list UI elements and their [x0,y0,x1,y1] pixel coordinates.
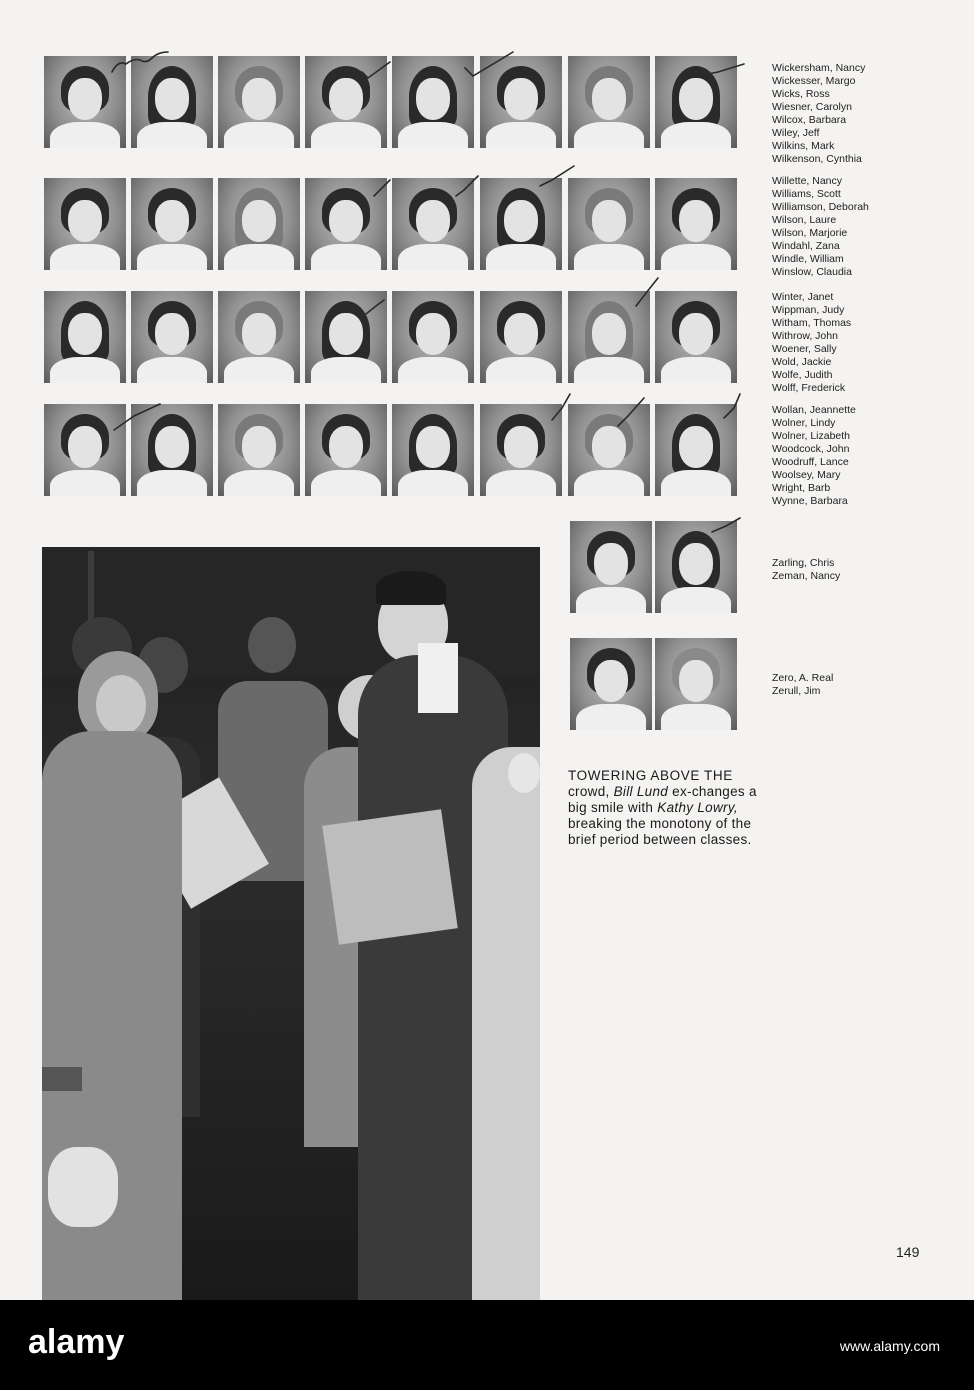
student-name: Wolner, Lizabeth [772,430,851,442]
student-name: Wiesner, Carolyn [772,101,852,113]
student-name: Wolfe, Judith [772,369,833,381]
student-name: Wright, Barb [772,482,831,494]
student-name: Witham, Thomas [772,317,852,329]
student-name: Wolner, Lindy [772,417,836,429]
student-name: Willette, Nancy [772,175,843,187]
candid-hallway-photo [42,547,540,1300]
student-name: Woener, Sally [772,343,837,355]
handwritten-checkmarks [0,0,974,560]
photo-caption [568,768,758,848]
student-name: Woolsey, Mary [772,469,841,481]
watermark-bar [0,1300,974,1390]
caption-text: breaking the monotony of the brief period between classes. [568,816,752,847]
student-name: Woodcock, John [772,443,850,455]
student-name: Williamson, Deborah [772,201,869,213]
student-name: Windle, William [772,253,844,265]
student-name: Wollan, Jeannette [772,404,856,416]
name-list-row-6 [772,672,833,698]
student-name: Winslow, Claudia [772,266,852,278]
page-number: 149 [896,1244,920,1260]
caption-text: crowd, [568,784,614,799]
student-name: Wickesser, Margo [772,75,856,87]
student-name: Zerull, Jim [772,685,821,697]
student-name: Wolff, Frederick [772,382,846,394]
alamy-logo [24,1313,136,1375]
student-name: Withrow, John [772,330,838,342]
caption-text: ex-changes a big smile with [568,784,757,815]
student-name: Winter, Janet [772,291,834,303]
student-name: Wilkenson, Cynthia [772,153,862,165]
student-portrait [570,638,652,730]
caption-name-kathy-lowry: Kathy Lowry, [657,800,738,815]
student-name: Wilson, Marjorie [772,227,848,239]
student-name: Windahl, Zana [772,240,840,252]
student-name: Williams, Scott [772,188,841,200]
name-list-row-5 [772,557,840,583]
student-name: Wickersham, Nancy [772,62,866,74]
student-name: Wilson, Laure [772,214,837,226]
caption-name-bill-lund: Bill Lund [613,784,669,799]
student-name: Wold, Jackie [772,356,832,368]
student-name: Wynne, Barbara [772,495,848,507]
student-name: Wiley, Jeff [772,127,820,139]
student-name: Wilkins, Mark [772,140,835,152]
alamy-logo-text: alamy [28,1323,125,1361]
watermark-url: www.alamy.com [839,1338,940,1354]
student-portrait [655,638,737,730]
student-name: Zero, A. Real [772,672,834,684]
student-name: Wippman, Judy [772,304,845,316]
student-name: Woodruff, Lance [772,456,849,468]
student-name: Wilcox, Barbara [772,114,847,126]
student-name: Zeman, Nancy [772,570,841,582]
student-name: Wicks, Ross [772,88,830,100]
caption-lead: TOWERING ABOVE THE [568,768,733,783]
student-name: Zarling, Chris [772,557,835,569]
